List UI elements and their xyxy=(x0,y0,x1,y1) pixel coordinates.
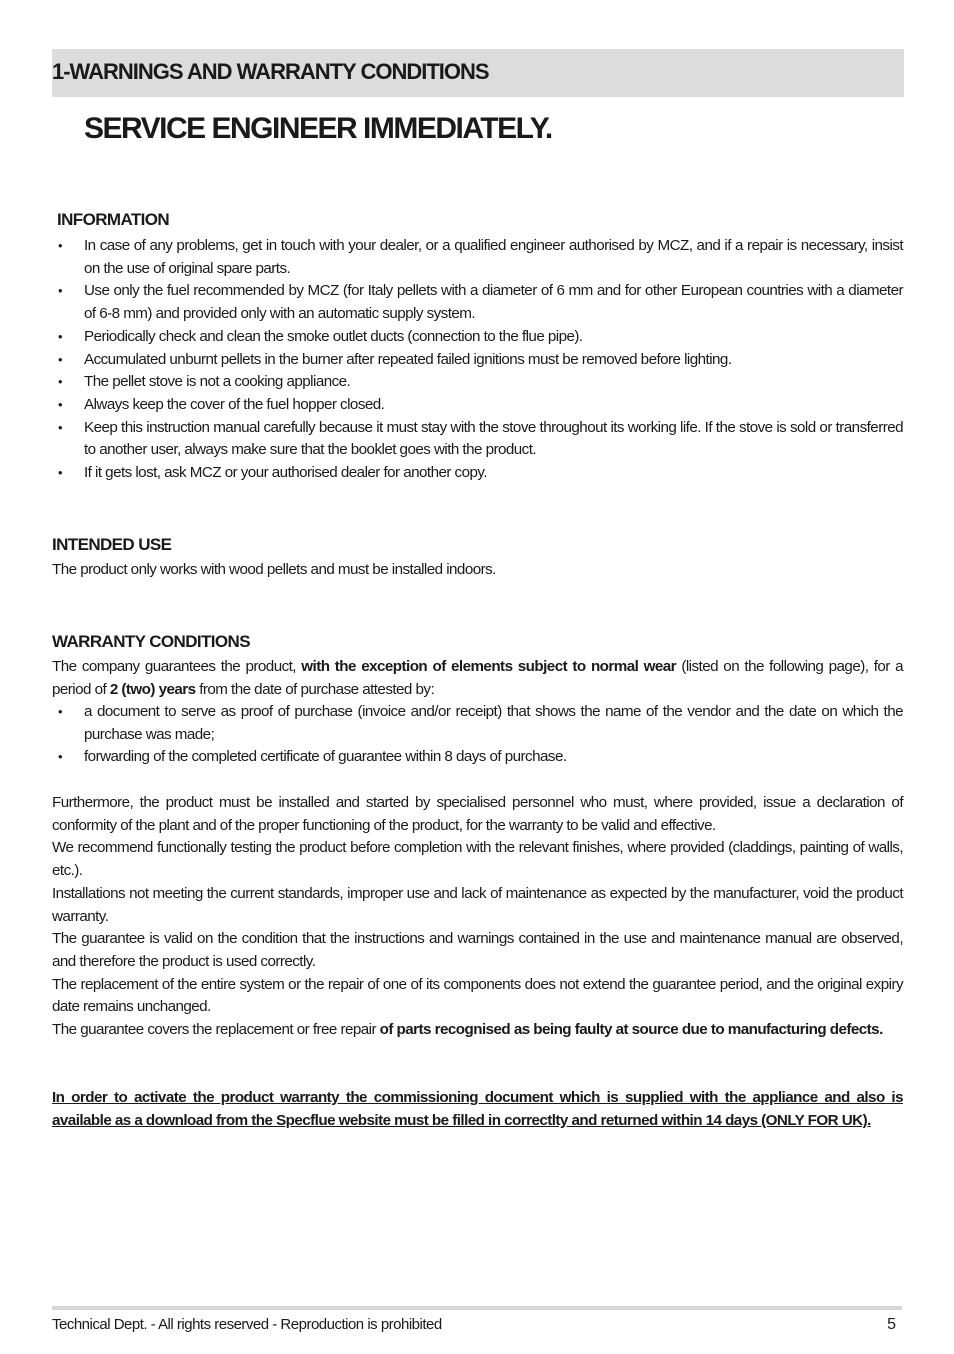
warranty-heading: WARRANTY CONDITIONS xyxy=(52,632,250,651)
intended-use-heading: INTENDED USE xyxy=(52,535,172,554)
list-item: • Accumulated unburnt pellets in the burner after repeated failed ignitions must be removed before lighting. xyxy=(52,349,903,372)
activation-note: In order to activate the product warranty the commissioning document which is supplied with the appliance and also is available as a download from the Specflue website must be filled in correctlty and returned within 14 days (ONLY FOR UK). xyxy=(52,1089,903,1129)
bullet-icon: • xyxy=(58,704,63,719)
paragraph: We recommend functionally testing the product before completion with the relevant finishes, where provided (claddings, painting of walls, etc.). xyxy=(52,839,903,880)
lead-title: SERVICE ENGINEER IMMEDIATELY. xyxy=(84,112,552,145)
bullet-icon: • xyxy=(58,238,63,253)
list-item: • Keep this instruction manual carefully because it must stay with the stove throughout its working life. If the stove is sold or transferred to another user, always make sure that the booklet goes with the product. xyxy=(58,418,903,459)
intended-use-text: The product only works with wood pellets and must be installed indoors. xyxy=(52,561,496,578)
paragraph: Installations not meeting the current standards, improper use and lack of maintenance as expected by the manufacturer, void the product warranty. xyxy=(52,884,903,925)
list-item: • The pellet stove is not a cooking appliance. xyxy=(52,371,903,394)
bullet-icon: • xyxy=(58,419,63,435)
paragraph: The guarantee is valid on the condition that the instructions and warnings contained in the use and maintenance manual are observed, and therefore the product is used correctly. xyxy=(52,930,903,970)
paragraph: The guarantee covers the replacement or free repair of parts recognised as being faulty at source due to manufacturing defects. xyxy=(52,1021,883,1039)
bullet-icon: • xyxy=(58,465,63,481)
bullet-icon: • xyxy=(58,396,63,412)
list-item: • Use only the fuel recommended by MCZ (for Italy pellets with a diameter of 6 mm and for other European countries with a diameter of 6-8 mm) and provided only with an automatic supply system. xyxy=(58,282,903,323)
bullet-icon: • xyxy=(58,283,63,299)
bullet-icon: • xyxy=(58,328,63,344)
warranty-intro: The company guarantees the product, with the exception of elements subject to normal wear (listed on the following page), for a period of 2 (two) years from the date of purchase attested by: xyxy=(52,658,903,698)
paragraph: The replacement of the entire system or the repair of one of its components does not extend the guarantee period, and the original expiry date remains unchanged. xyxy=(52,975,903,1016)
bullet-icon: • xyxy=(58,374,63,390)
footer-text: Technical Dept. - All rights reserved - Reproduction is prohibited xyxy=(52,1316,442,1333)
list-item: • Periodically check and clean the smoke outlet ducts (connection to the flue pipe). xyxy=(52,326,903,349)
bullet-icon: • xyxy=(58,351,63,367)
paragraph: Furthermore, the product must be installed and started by specialised personnel who must, where provided, issue a declaration of conformity of the plant and of the proper functioning of the product, for the warranty to be valid and effective. xyxy=(52,794,903,834)
warranty-paragraphs xyxy=(52,792,903,1042)
section-title: 1-WARNINGS AND WARRANTY CONDITIONS xyxy=(52,59,489,84)
list-item: • In case of any problems, get in touch with your dealer, or a qualified engineer authorised by MCZ, and if a repair is necessary, insist on the use of original spare parts. xyxy=(58,237,903,277)
page-number: 5 xyxy=(887,1316,896,1333)
list-item: • forwarding of the completed certificate of guarantee within 8 days of purchase. xyxy=(52,746,903,769)
section-header-bar xyxy=(52,49,904,97)
footer-divider xyxy=(52,1306,902,1310)
warranty-proof-list xyxy=(52,701,903,769)
information-list xyxy=(52,235,903,485)
list-item: • Always keep the cover of the fuel hopper closed. xyxy=(52,394,903,417)
list-item: • If it gets lost, ask MCZ or your authorised dealer for another copy. xyxy=(52,462,903,485)
bullet-icon: • xyxy=(58,749,63,765)
information-heading: INFORMATION xyxy=(57,210,170,229)
list-item: • a document to serve as proof of purchase (invoice and/or receipt) that shows the name of the vendor and the date on which the purchase was made; xyxy=(58,703,903,743)
